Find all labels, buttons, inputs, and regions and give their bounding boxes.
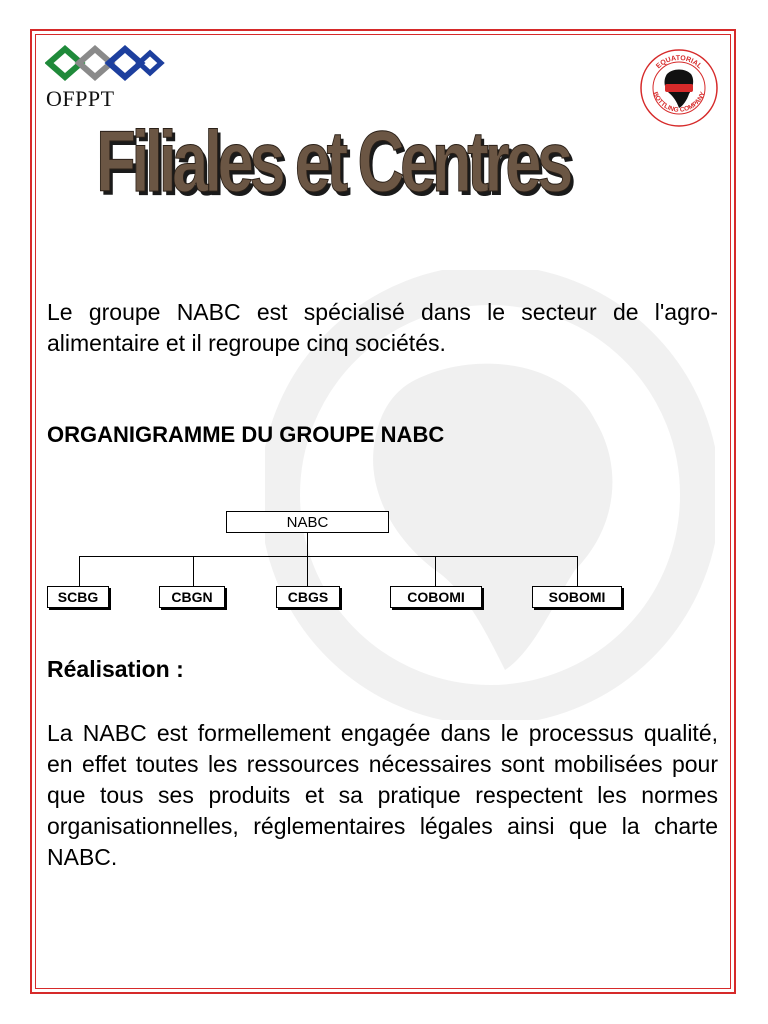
page-title: Filiales et Centres [96,114,569,210]
org-node-scbg: SCBG [47,586,109,608]
org-connector [79,556,80,587]
org-chart-heading: ORGANIGRAMME DU GROUPE NABC [47,422,445,447]
realisation-heading: Réalisation : [47,656,184,682]
svg-text:EQUATORIAL: EQUATORIAL [655,54,703,71]
org-connector [435,556,436,587]
org-node-sobomi: SOBOMI [532,586,622,608]
intro-paragraph: Le groupe NABC est spécialisé dans le secteur de l'agro-alimentaire et il regroupe cinq sociétés. [47,299,718,356]
org-connector [577,556,578,587]
realisation-paragraph: La NABC est formellement engagée dans le processus qualité, en effet toutes les ressources nécessaires sont mobilisées pour que tous ses produits et sa pratique respectent les normes organisationnelles, réglementaires légales ainsi que la charte NABC. [47,720,718,870]
org-node-cobomi: COBOMI [390,586,482,608]
org-node-cbgn: CBGN [159,586,225,608]
ofppt-logo-text: OFPPT [46,86,115,111]
org-connector [307,556,308,587]
org-connector-root [307,533,308,557]
org-node-cbgs: CBGS [276,586,340,608]
svg-text:BOTTLING COMPANY: BOTTLING COMPANY [651,90,707,114]
org-connector [193,556,194,587]
org-connector-horizontal [79,556,578,557]
org-node-root: NABC [226,511,389,533]
